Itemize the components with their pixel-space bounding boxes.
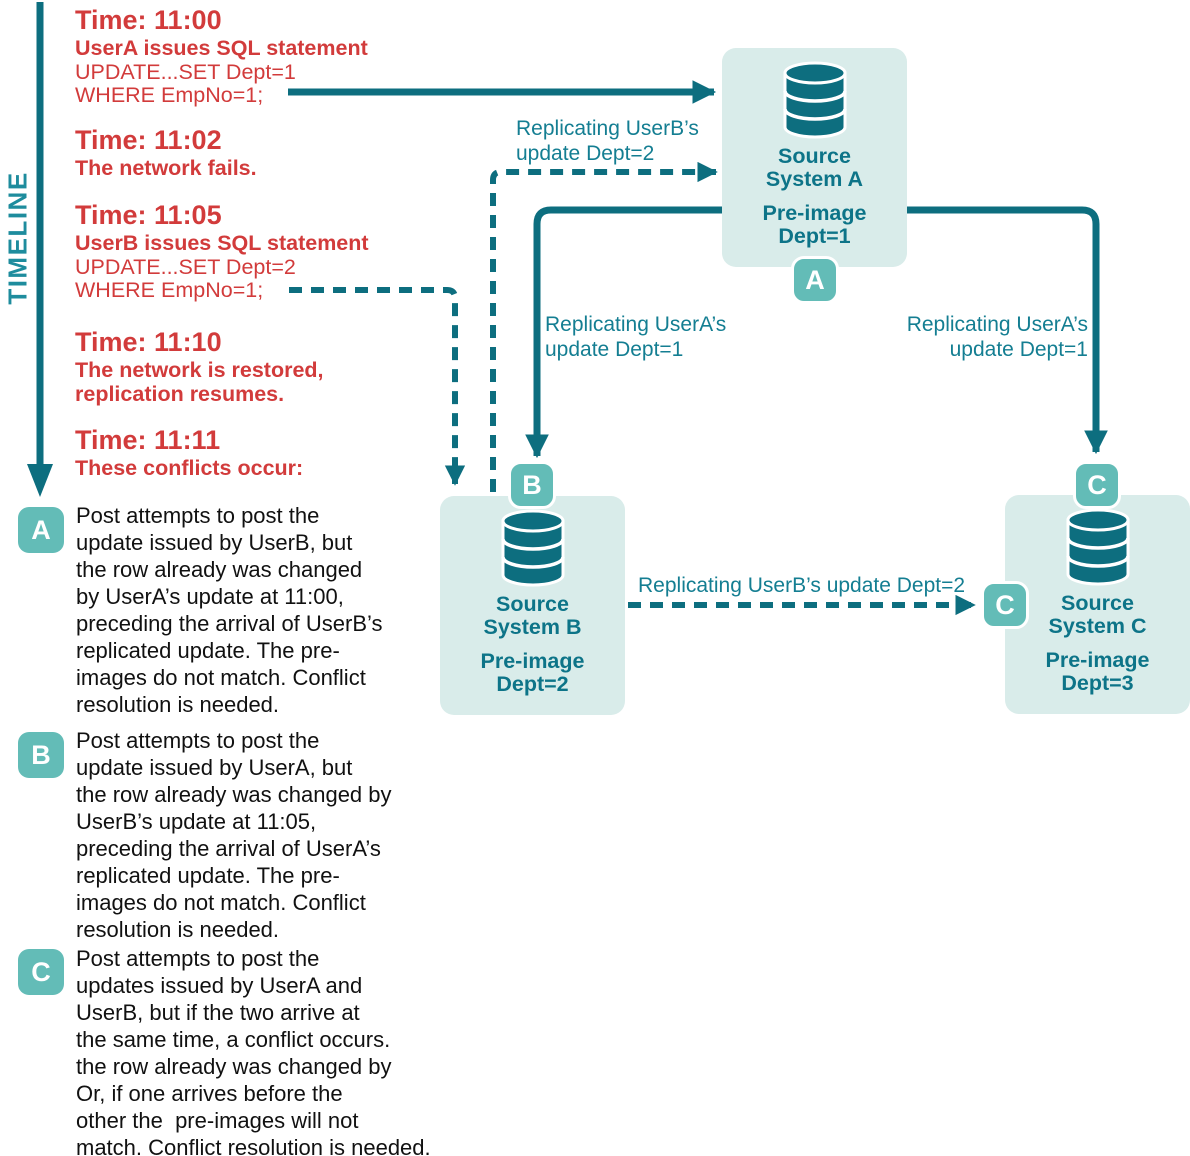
system-name-line: Source — [496, 592, 569, 616]
callout-line: the row already was changed by — [76, 782, 392, 807]
callout-line: update issued by UserA, but — [76, 755, 353, 780]
label-replicating-userb-update-to-a — [516, 116, 699, 166]
system-c-box — [1005, 495, 1190, 714]
label-line: update Dept=1 — [949, 338, 1088, 361]
callout-line: resolution is needed. — [76, 917, 280, 942]
callout-line: UserB, but if the two arrive at — [76, 1000, 360, 1025]
event-line: UPDATE...SET Dept=1 — [75, 59, 296, 84]
callout-line: by UserA’s update at 11:00, — [76, 584, 344, 609]
system-a-badge: A — [791, 256, 839, 304]
system-c-top-badge: C — [1073, 461, 1121, 509]
preimage-line: Dept=3 — [1061, 671, 1134, 695]
preimage-line: Dept=1 — [778, 224, 851, 248]
event-time: Time: 11:11 — [75, 425, 221, 455]
callout-line: resolution is needed. — [76, 692, 280, 717]
callout-line: Or, if one arrives before the — [76, 1081, 343, 1106]
callout-line: the same time, a conflict occurs. — [76, 1027, 391, 1052]
system-b-box — [440, 496, 625, 715]
event-line: UserA issues SQL statement — [75, 36, 368, 60]
label-line: Replicating UserA’s — [906, 313, 1088, 336]
system-c-preimage — [1046, 649, 1150, 695]
label-line: Replicating UserB’s — [516, 117, 699, 140]
callout-c-text — [76, 945, 431, 1156]
callout-line: the row already was changed by — [76, 1054, 392, 1079]
callout-line: Post attempts to post the — [76, 728, 320, 753]
timeline-event-1110 — [75, 328, 324, 406]
system-c-title — [1049, 592, 1147, 638]
callout-a-badge: A — [18, 507, 64, 553]
event-line: The network is restored, — [75, 358, 324, 382]
system-b-badge: B — [508, 461, 556, 509]
system-name-line: System A — [765, 167, 864, 191]
callout-b-text — [76, 727, 392, 943]
event-line: The network fails. — [75, 156, 257, 180]
event-line: WHERE EmpNo=1; — [75, 278, 264, 302]
callout-line: match. Conflict resolution is needed. — [76, 1135, 431, 1156]
timeline-event-1111 — [75, 426, 303, 481]
timeline-event-1102 — [75, 126, 257, 181]
timeline-event-1105 — [75, 201, 369, 303]
system-name-line: Source — [778, 144, 851, 168]
system-a-box — [722, 48, 907, 267]
event-time: Time: 11:00 — [75, 5, 222, 35]
system-name-line: System B — [483, 615, 582, 639]
label-line: Replicating UserA’s — [545, 313, 727, 336]
callout-line: update issued by UserB, but — [76, 530, 353, 555]
database-icon — [498, 508, 568, 588]
label-line: update Dept=2 — [516, 142, 655, 165]
database-icon — [1063, 507, 1133, 587]
system-name-line: Source — [1061, 591, 1134, 615]
event-line: replication resumes. — [75, 381, 285, 406]
callout-line: UserB’s update at 11:05, — [76, 809, 317, 834]
system-name-line: System C — [1048, 614, 1147, 638]
callout-line: replicated update. The pre- — [76, 638, 340, 663]
system-a-title — [766, 145, 863, 191]
label-replicating-userb-update-to-c: Replicating UserB’s update Dept=2 — [638, 574, 966, 597]
event-line: WHERE EmpNo=1; — [75, 83, 264, 107]
preimage-line: Pre-image — [480, 649, 585, 673]
preimage-line: Pre-image — [1045, 648, 1150, 672]
preimage-line: Dept=2 — [496, 672, 569, 696]
system-a-preimage — [763, 202, 867, 248]
callout-line: Post attempts to post the — [76, 503, 320, 528]
event-line: UPDATE...SET Dept=2 — [75, 254, 296, 279]
system-b-title — [484, 593, 582, 639]
event-line: These conflicts occur: — [75, 456, 304, 480]
event-time: Time: 11:10 — [75, 327, 222, 357]
callout-c-badge: C — [18, 949, 64, 995]
event-time: Time: 11:02 — [75, 125, 222, 155]
callout-line: preceding the arrival of UserB’s — [76, 611, 383, 636]
database-icon — [780, 60, 850, 140]
callout-line: preceding the arrival of UserA’s — [76, 836, 381, 861]
timeline-axis-arrowhead-icon — [27, 464, 53, 497]
system-c-left-badge: C — [981, 581, 1029, 629]
event-time: Time: 11:05 — [75, 200, 222, 230]
callout-line: Post attempts to post the — [76, 946, 320, 971]
callout-line: replicated update. The pre- — [76, 863, 340, 888]
callout-a-text — [76, 502, 383, 718]
system-b-preimage — [481, 650, 585, 696]
label-line: update Dept=1 — [545, 338, 684, 361]
callout-line: other the pre-images will not — [76, 1108, 359, 1133]
event-line: UserB issues SQL statement — [75, 231, 369, 255]
callout-line: images do not match. Conflict — [76, 890, 366, 915]
callout-b-badge: B — [18, 732, 64, 778]
label-replicating-usera-update-to-c — [898, 312, 1088, 362]
callout-line: images do not match. Conflict — [76, 665, 366, 690]
timeline-axis-label: TIMELINE — [2, 171, 33, 305]
callout-line: updates issued by UserA and — [76, 973, 363, 998]
label-replicating-usera-update-to-b — [545, 312, 726, 362]
preimage-line: Pre-image — [762, 201, 867, 225]
callout-line: the row already was changed — [76, 557, 363, 582]
timeline-event-1100 — [75, 6, 368, 108]
